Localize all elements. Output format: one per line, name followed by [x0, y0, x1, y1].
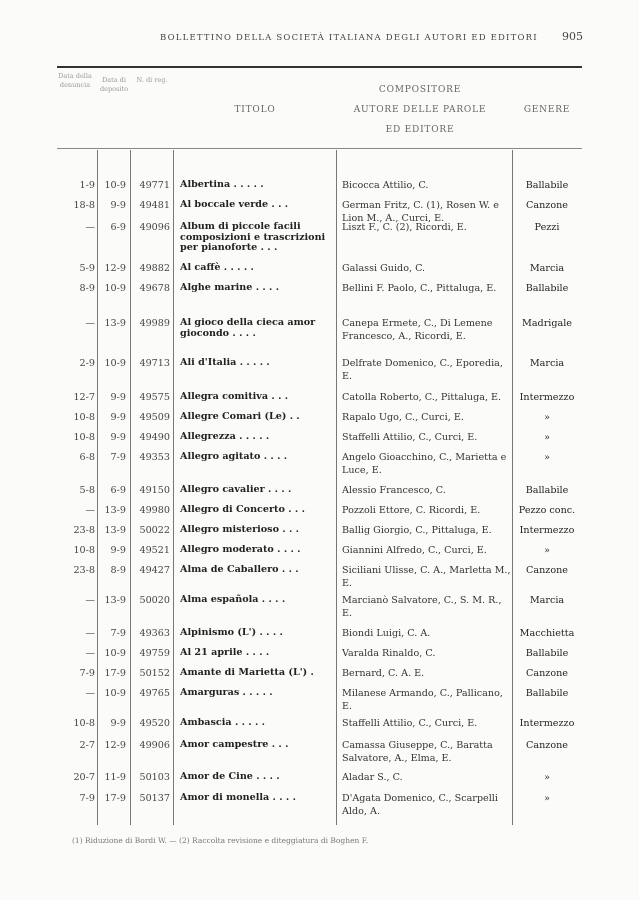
cell-date-denuncia: 10-8 [73, 412, 95, 423]
cell-title: Amor de Cine . . . . [180, 771, 280, 782]
cell-genre: » [544, 412, 550, 423]
cell-genre: Pezzi [534, 222, 560, 233]
cell-composer: Siciliani Ulisse, C. A., Marletta M., E. [342, 565, 511, 589]
cell-title: Ambascia . . . . . [180, 717, 266, 728]
cell-date-deposito: 12-9 [104, 740, 126, 751]
cell-genre: Marcia [529, 358, 565, 369]
cell-reg-number: 50152 [139, 668, 170, 679]
cell-composer: Bernard, C. A. E. [342, 668, 425, 679]
cell-title: Amante di Marietta (L') . [180, 667, 314, 678]
footnote: (1) Riduzione di Bordi W. — (2) Raccolta revisione e diteggiatura di Boghen F. [72, 836, 369, 845]
cell-composer: Angelo Gioacchino, C., Marietta e Luce, E. [342, 452, 507, 476]
cell-genre: Intermezzo [519, 525, 575, 536]
cell-composer: Liszt F., C. (2), Ricordi, E. [342, 222, 467, 233]
cell-composer: D'Agata Domenico, C., Scarpelli Aldo, A. [342, 793, 498, 817]
cell-composer: Ballig Giorgio, C., Pittaluga, E. [342, 525, 492, 536]
cell-genre: Intermezzo [519, 392, 575, 403]
cell-date-deposito: 8-9 [110, 565, 126, 576]
col-header-number: N. di reg. [136, 76, 168, 84]
cell-reg-number: 49363 [139, 628, 170, 639]
cell-title: Ali d'Italia . . . . . [180, 357, 270, 368]
cell-composer: Milanese Armando, C., Pallicano, E. [342, 688, 503, 712]
col-header-composer-1: COMPOSITORE [378, 85, 462, 95]
cell-composer: Camassa Giuseppe, C., Baratta Salvatore, A., Elma, E. [342, 740, 493, 764]
running-title: BOLLETTINO DELLA SOCIETÀ ITALIANA DEGLI AUTORI ED EDITORI [160, 33, 538, 43]
cell-reg-number: 49980 [139, 505, 170, 516]
cell-composer: Alessio Francesco, C. [342, 485, 446, 496]
cell-date-denuncia: 23-8 [73, 525, 95, 536]
cell-title: Al 21 aprile . . . . [180, 647, 270, 658]
cell-composer: Varalda Rinaldo, C. [342, 648, 436, 659]
cell-genre: » [544, 793, 550, 804]
cell-title: Amarguras . . . . . [180, 687, 273, 698]
cell-reg-number: 50137 [139, 793, 170, 804]
cell-date-deposito: 9-9 [110, 412, 126, 423]
cell-date-denuncia: 8-9 [79, 283, 95, 294]
cell-date-deposito: 9-9 [110, 718, 126, 729]
cell-date-denuncia: 7-9 [79, 668, 95, 679]
cell-genre: » [544, 545, 550, 556]
cell-composer: Pozzoli Ettore, C. Ricordi, E. [342, 505, 481, 516]
cell-reg-number: 50022 [139, 525, 170, 536]
header-rule [57, 148, 582, 149]
column-divider [336, 150, 337, 825]
cell-date-deposito: 9-9 [110, 545, 126, 556]
cell-genre: Macchietta [519, 628, 575, 639]
cell-date-denuncia: 5-9 [79, 263, 95, 274]
col-header-date2: Data di deposito [99, 76, 129, 93]
cell-genre: Canzone [526, 668, 568, 679]
cell-title: Albertina . . . . . [180, 179, 264, 190]
cell-title: Amor campestre . . . [180, 739, 289, 750]
cell-date-deposito: 9-9 [110, 432, 126, 443]
col-header-composer-3: ED EDITORE [385, 125, 455, 135]
cell-genre: Marcia [529, 263, 565, 274]
cell-title: Allegro moderato . . . . [180, 544, 301, 555]
cell-date-denuncia: 12-7 [73, 392, 95, 403]
cell-title: Allegro di Concerto . . . [180, 504, 305, 515]
cell-title: Allegre Comari (Le) . . [180, 411, 300, 422]
cell-composer: Galassi Guido, C. [342, 263, 426, 274]
cell-title: Allegro misterioso . . . [180, 524, 300, 535]
cell-genre: Canzone [526, 200, 568, 211]
column-divider [173, 150, 174, 825]
cell-date-deposito: 10-9 [104, 358, 126, 369]
cell-reg-number: 49481 [139, 200, 170, 211]
cell-date-deposito: 7-9 [110, 628, 126, 639]
cell-date-deposito: 11-9 [104, 772, 126, 783]
col-header-composer-2: AUTORE DELLE PAROLE [353, 105, 487, 115]
cell-genre: Marcia [529, 595, 565, 606]
cell-date-deposito: 7-9 [110, 452, 126, 463]
cell-composer: German Fritz, C. (1), Rosen W. e Lion M., A., Curci, E. [342, 200, 499, 224]
cell-genre: » [544, 432, 550, 443]
cell-composer: Biondi Luigi, C. A. [342, 628, 431, 639]
cell-genre: » [544, 452, 550, 463]
cell-composer: Giannini Alfredo, C., Curci, E. [342, 545, 487, 556]
cell-genre: Ballabile [525, 688, 569, 699]
cell-title: Al caffè . . . . . [180, 262, 254, 273]
cell-composer: Staffelli Attilio, C., Curci, E. [342, 718, 478, 729]
cell-reg-number: 49353 [139, 452, 170, 463]
cell-title: Album di piccole facili composizioni e trascrizioni per pianoforte . . . [180, 221, 326, 253]
cell-title: Alpinismo (L') . . . . [180, 627, 283, 638]
cell-reg-number: 50103 [139, 772, 170, 783]
cell-date-denuncia: 2-7 [79, 740, 95, 751]
cell-date-denuncia: 5-8 [79, 485, 95, 496]
cell-date-denuncia: — [85, 318, 95, 329]
cell-reg-number: 49771 [139, 180, 170, 191]
cell-reg-number: 49906 [139, 740, 170, 751]
cell-composer: Marcianò Salvatore, C., S. M. R., E. [342, 595, 502, 619]
cell-date-denuncia: 10-8 [73, 545, 95, 556]
col-header-title: TITOLO [234, 105, 276, 115]
cell-composer: Staffelli Attilio, C., Curci, E. [342, 432, 478, 443]
col-header-date1: Data della denuncia [58, 72, 92, 89]
col-header-genre: GENERE [523, 105, 571, 115]
cell-reg-number: 49150 [139, 485, 170, 496]
cell-date-deposito: 12-9 [104, 263, 126, 274]
cell-composer: Aladar S., C. [342, 772, 403, 783]
cell-reg-number: 49509 [139, 412, 170, 423]
cell-date-denuncia: 6-8 [79, 452, 95, 463]
cell-reg-number: 50020 [139, 595, 170, 606]
cell-date-deposito: 13-9 [104, 595, 126, 606]
cell-date-deposito: 10-9 [104, 283, 126, 294]
cell-date-denuncia: 20-7 [73, 772, 95, 783]
cell-reg-number: 49989 [139, 318, 170, 329]
cell-date-deposito: 10-9 [104, 688, 126, 699]
cell-genre: Canzone [526, 740, 568, 751]
cell-genre: Pezzo conc. [518, 505, 576, 516]
cell-date-denuncia: 10-8 [73, 432, 95, 443]
cell-genre: Ballabile [525, 648, 569, 659]
cell-date-deposito: 9-9 [110, 392, 126, 403]
cell-composer: Rapalo Ugo, C., Curci, E. [342, 412, 464, 423]
cell-date-denuncia: — [85, 505, 95, 516]
cell-date-deposito: 6-9 [110, 222, 126, 233]
cell-date-deposito: 13-9 [104, 505, 126, 516]
cell-date-deposito: 17-9 [104, 668, 126, 679]
cell-title: Al gioco della cieca amor giocondo . . . . [180, 317, 316, 339]
cell-reg-number: 49882 [139, 263, 170, 274]
cell-genre: Canzone [526, 565, 568, 576]
cell-title: Alma de Caballero . . . [180, 564, 299, 575]
cell-reg-number: 49759 [139, 648, 170, 659]
cell-composer: Canepa Ermete, C., Di Lemene Francesco, A., Ricordi, E. [342, 318, 493, 342]
cell-title: Alghe marine . . . . [180, 282, 280, 293]
top-rule [57, 66, 582, 68]
cell-composer: Bicocca Attilio, C. [342, 180, 429, 191]
cell-date-deposito: 13-9 [104, 318, 126, 329]
cell-composer: Bellini F. Paolo, C., Pittaluga, E. [342, 283, 497, 294]
cell-reg-number: 49490 [139, 432, 170, 443]
cell-date-denuncia: — [85, 648, 95, 659]
cell-date-denuncia: — [85, 628, 95, 639]
cell-reg-number: 49096 [139, 222, 170, 233]
cell-date-denuncia: 10-8 [73, 718, 95, 729]
cell-date-denuncia: — [85, 595, 95, 606]
cell-title: Allegra comitiva . . . [180, 391, 289, 402]
cell-title: Allegro agitato . . . . [180, 451, 288, 462]
cell-reg-number: 49678 [139, 283, 170, 294]
cell-date-denuncia: 7-9 [79, 793, 95, 804]
cell-title: Al boccale verde . . . [180, 199, 289, 210]
cell-date-deposito: 13-9 [104, 525, 126, 536]
cell-title: Alma española . . . . [180, 594, 286, 605]
column-divider [97, 150, 98, 825]
cell-title: Allegrezza . . . . . [180, 431, 270, 442]
cell-genre: Intermezzo [519, 718, 575, 729]
cell-genre: » [544, 772, 550, 783]
cell-title: Allegro cavalier . . . . [180, 484, 292, 495]
page-header [0, 30, 639, 50]
cell-reg-number: 49521 [139, 545, 170, 556]
cell-reg-number: 49427 [139, 565, 170, 576]
cell-reg-number: 49765 [139, 688, 170, 699]
cell-date-denuncia: 23-8 [73, 565, 95, 576]
cell-date-deposito: 17-9 [104, 793, 126, 804]
cell-reg-number: 49713 [139, 358, 170, 369]
cell-reg-number: 49575 [139, 392, 170, 403]
cell-composer: Catolla Roberto, C., Pittaluga, E. [342, 392, 502, 403]
cell-genre: Ballabile [525, 180, 569, 191]
cell-composer: Delfrate Domenico, C., Eporedia, E. [342, 358, 503, 382]
cell-date-deposito: 10-9 [104, 648, 126, 659]
cell-date-denuncia: 1-9 [79, 180, 95, 191]
cell-genre: Ballabile [525, 485, 569, 496]
cell-title: Amor di monella . . . . [180, 792, 296, 803]
cell-date-deposito: 9-9 [110, 200, 126, 211]
cell-reg-number: 49520 [139, 718, 170, 729]
cell-date-deposito: 6-9 [110, 485, 126, 496]
cell-genre: Ballabile [525, 283, 569, 294]
page-number: 905 [562, 30, 583, 43]
cell-date-denuncia: 2-9 [79, 358, 95, 369]
cell-date-denuncia: 18-8 [73, 200, 95, 211]
cell-date-denuncia: — [85, 222, 95, 233]
cell-date-denuncia: — [85, 688, 95, 699]
cell-date-deposito: 10-9 [104, 180, 126, 191]
cell-genre: Madrigale [522, 318, 572, 329]
